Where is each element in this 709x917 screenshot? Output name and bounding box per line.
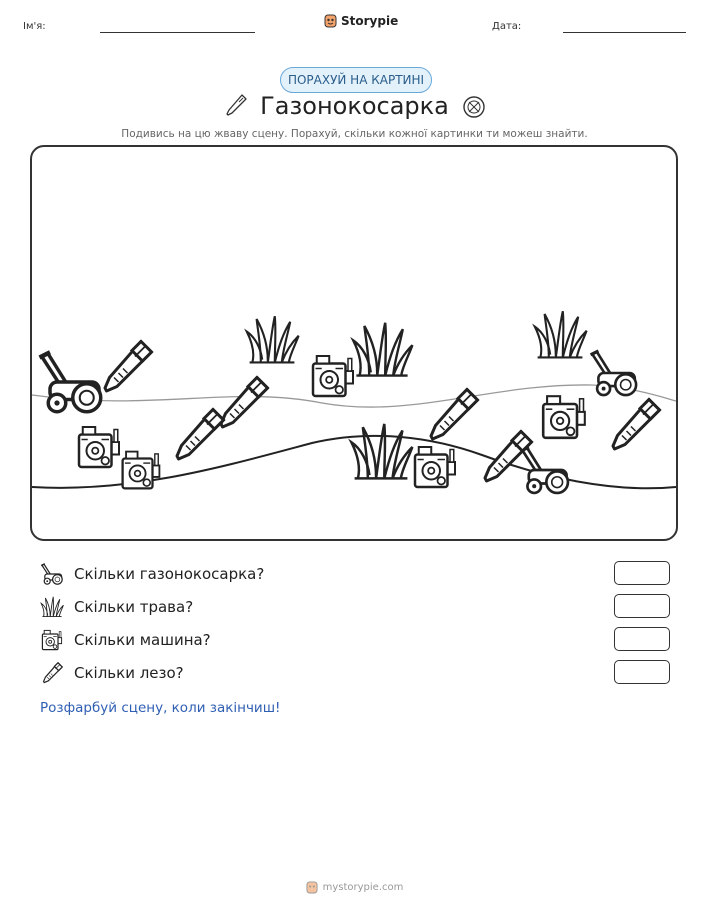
machine-1 (313, 356, 353, 396)
machine-3 (123, 452, 160, 489)
machine-4 (415, 447, 455, 487)
grass-1 (247, 316, 299, 362)
machine-icon (40, 628, 64, 652)
scene-drawing (32, 147, 676, 539)
answer-box[interactable] (614, 627, 670, 651)
blade-5 (485, 432, 532, 482)
blade-3 (177, 410, 224, 460)
title-wheel-icon (462, 95, 486, 119)
question-text: Скільки машина? (74, 631, 211, 649)
question-row (40, 594, 670, 620)
footer (0, 880, 709, 894)
answer-box[interactable] (614, 594, 670, 618)
answer-box[interactable] (614, 561, 670, 585)
date-label: Дата: (492, 21, 522, 32)
storypie-logo-icon (324, 13, 337, 28)
answer-box[interactable] (614, 660, 670, 684)
brand-name: Storypie (341, 13, 399, 28)
color-instruction: Розфарбуй сцену, коли закінчиш! (40, 700, 281, 716)
lawnmower-2 (591, 351, 637, 395)
machine-5 (543, 396, 585, 438)
question-row (40, 660, 670, 686)
grass-3 (535, 311, 587, 357)
grass-2 (353, 323, 412, 376)
grass-4 (351, 424, 412, 478)
blade-icon (40, 661, 64, 685)
blade-4 (431, 390, 478, 440)
count-pill: ПОРАХУЙ НА КАРТИНІ (280, 67, 432, 93)
question-text: Скільки лезо? (74, 664, 184, 682)
name-label: Ім'я: (23, 21, 46, 32)
counting-scene (30, 145, 678, 541)
date-line[interactable] (563, 32, 686, 33)
page-title: Газонокосарка (260, 92, 449, 120)
page-subtitle: Подивись на цю жваву сцену. Порахуй, скільки кожної картинки ти можеш знайти. (121, 128, 588, 140)
storypie-footer-icon (306, 880, 318, 894)
question-row (40, 561, 670, 587)
lawnmower-1 (40, 352, 101, 412)
blade-1 (105, 342, 152, 392)
blade-6 (613, 400, 660, 450)
machine-2 (79, 427, 119, 467)
brand-logo (324, 13, 398, 28)
footer-url[interactable]: mystorypie.com (322, 881, 404, 893)
blade-2 (221, 378, 268, 428)
name-line[interactable] (100, 32, 255, 33)
question-text: Скільки трава? (74, 598, 194, 616)
lawnmower-icon (40, 562, 64, 586)
grass-icon (40, 595, 64, 619)
question-text: Скільки газонокосарка? (74, 565, 265, 583)
question-row (40, 627, 670, 653)
